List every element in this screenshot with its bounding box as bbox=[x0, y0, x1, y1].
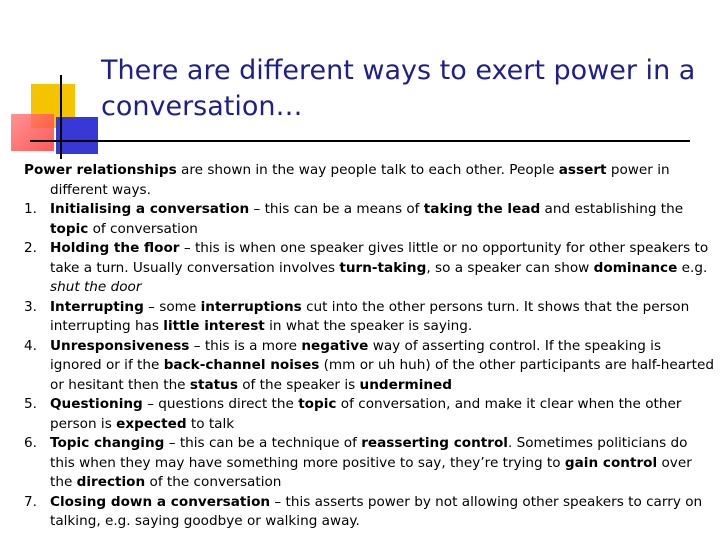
decor-red-square bbox=[11, 114, 54, 151]
list-item-text: and establishing the bbox=[540, 201, 684, 217]
list-item-text: in what the speaker is saying. bbox=[264, 318, 473, 334]
list-item-term: Holding the floor bbox=[50, 240, 180, 256]
intro-keyword: assert bbox=[558, 162, 607, 178]
list-item-keyword: undermined bbox=[359, 376, 452, 393]
slide-title: There are different ways to exert power in a conversation… bbox=[101, 55, 696, 122]
list-item-text: cut into the other persons turn. It shows that the person interrupting has bbox=[50, 298, 690, 334]
power-methods-list bbox=[24, 200, 714, 532]
list-item-number: 4. bbox=[24, 337, 37, 354]
list-item bbox=[24, 200, 714, 239]
list-item-text: of the conversation bbox=[145, 474, 282, 490]
list-item-text: , so a speaker can show bbox=[426, 259, 594, 276]
list-item-text: – this can be a technique of bbox=[164, 435, 362, 451]
intro-keyword: Power relationships bbox=[24, 162, 177, 178]
list-item-text: to talk bbox=[186, 415, 235, 432]
list-item-keyword: negative bbox=[301, 337, 369, 354]
decor-horizontal-line bbox=[30, 140, 690, 142]
list-item-text: e.g. bbox=[677, 259, 708, 276]
list-item-number: 6. bbox=[24, 435, 37, 451]
decor-blue-square bbox=[56, 117, 98, 154]
list-item-text: . Sometimes politicians do this when they may have something more positive to say, they’re trying to bbox=[50, 435, 688, 471]
list-item-keyword: interruptions bbox=[200, 298, 302, 315]
list-item-text: of the speaker is bbox=[237, 376, 360, 393]
list-item-term: Unresponsiveness bbox=[50, 337, 190, 354]
list-item-keyword: direction bbox=[76, 474, 146, 490]
list-item-term: Interrupting bbox=[50, 298, 144, 315]
list-item-number: 7. bbox=[24, 493, 37, 510]
list-item-term: Topic changing bbox=[50, 435, 165, 451]
list-item-keyword: topic bbox=[298, 396, 337, 412]
intro-paragraph bbox=[24, 161, 714, 200]
list-item-text: of conversation, and make it clear when the other person is bbox=[50, 396, 682, 432]
intro-text: power in different ways. bbox=[50, 162, 670, 198]
slide-body bbox=[24, 161, 714, 532]
list-item-text: – this is when one speaker gives little or no opportunity for other speakers to take a turn. Usually conversation involves bbox=[50, 240, 709, 276]
list-item-text: of conversation bbox=[88, 220, 198, 237]
list-item-keyword: dominance bbox=[593, 259, 678, 276]
list-item-text: – some bbox=[143, 298, 201, 315]
list-item-text: over the bbox=[50, 454, 692, 490]
list-item-term: Questioning bbox=[50, 396, 143, 412]
list-item-number: 1. bbox=[24, 201, 37, 217]
list-item-text: way of asserting control. If the speaking is ignored or if the bbox=[50, 337, 662, 373]
list-item bbox=[24, 337, 714, 396]
list-item-keyword: little interest bbox=[163, 318, 265, 334]
list-item bbox=[24, 395, 714, 434]
intro-text: are shown in the way people talk to each other. People bbox=[176, 162, 559, 178]
list-item-keyword: gain control bbox=[564, 454, 658, 471]
list-item bbox=[24, 298, 714, 337]
list-item-term: Closing down a conversation bbox=[50, 493, 271, 510]
list-item-number: 2. bbox=[24, 240, 37, 256]
list-item-text: – this can be a means of bbox=[249, 201, 424, 217]
list-item-text: (mm or uh huh) of the other participants are half-hearted or hesitant then the bbox=[50, 357, 714, 393]
decor-vertical-line bbox=[60, 75, 62, 159]
list-item-term: Initialising a conversation bbox=[50, 201, 250, 217]
list-item-keyword: turn-taking bbox=[339, 259, 427, 276]
list-item bbox=[24, 493, 714, 532]
list-item-text: – this asserts power by not allowing other speakers to carry on talking, e.g. saying goodbye or walking away. bbox=[50, 493, 703, 529]
list-item-text: – this is a more bbox=[189, 337, 302, 354]
list-item-keyword: back-channel noises bbox=[163, 357, 320, 373]
list-item-keyword: reasserting control bbox=[361, 435, 508, 451]
list-item-keyword: status bbox=[189, 376, 238, 393]
list-item-number: 5. bbox=[24, 396, 37, 412]
list-item-keyword: topic bbox=[50, 220, 89, 237]
list-item bbox=[24, 434, 714, 493]
list-item-keyword: expected bbox=[116, 415, 187, 432]
list-item-number: 3. bbox=[24, 298, 37, 315]
list-item-example: shut the door bbox=[50, 279, 142, 295]
list-item-keyword: taking the lead bbox=[423, 201, 541, 217]
list-item-text: – questions direct the bbox=[142, 396, 299, 412]
list-item bbox=[24, 239, 714, 298]
